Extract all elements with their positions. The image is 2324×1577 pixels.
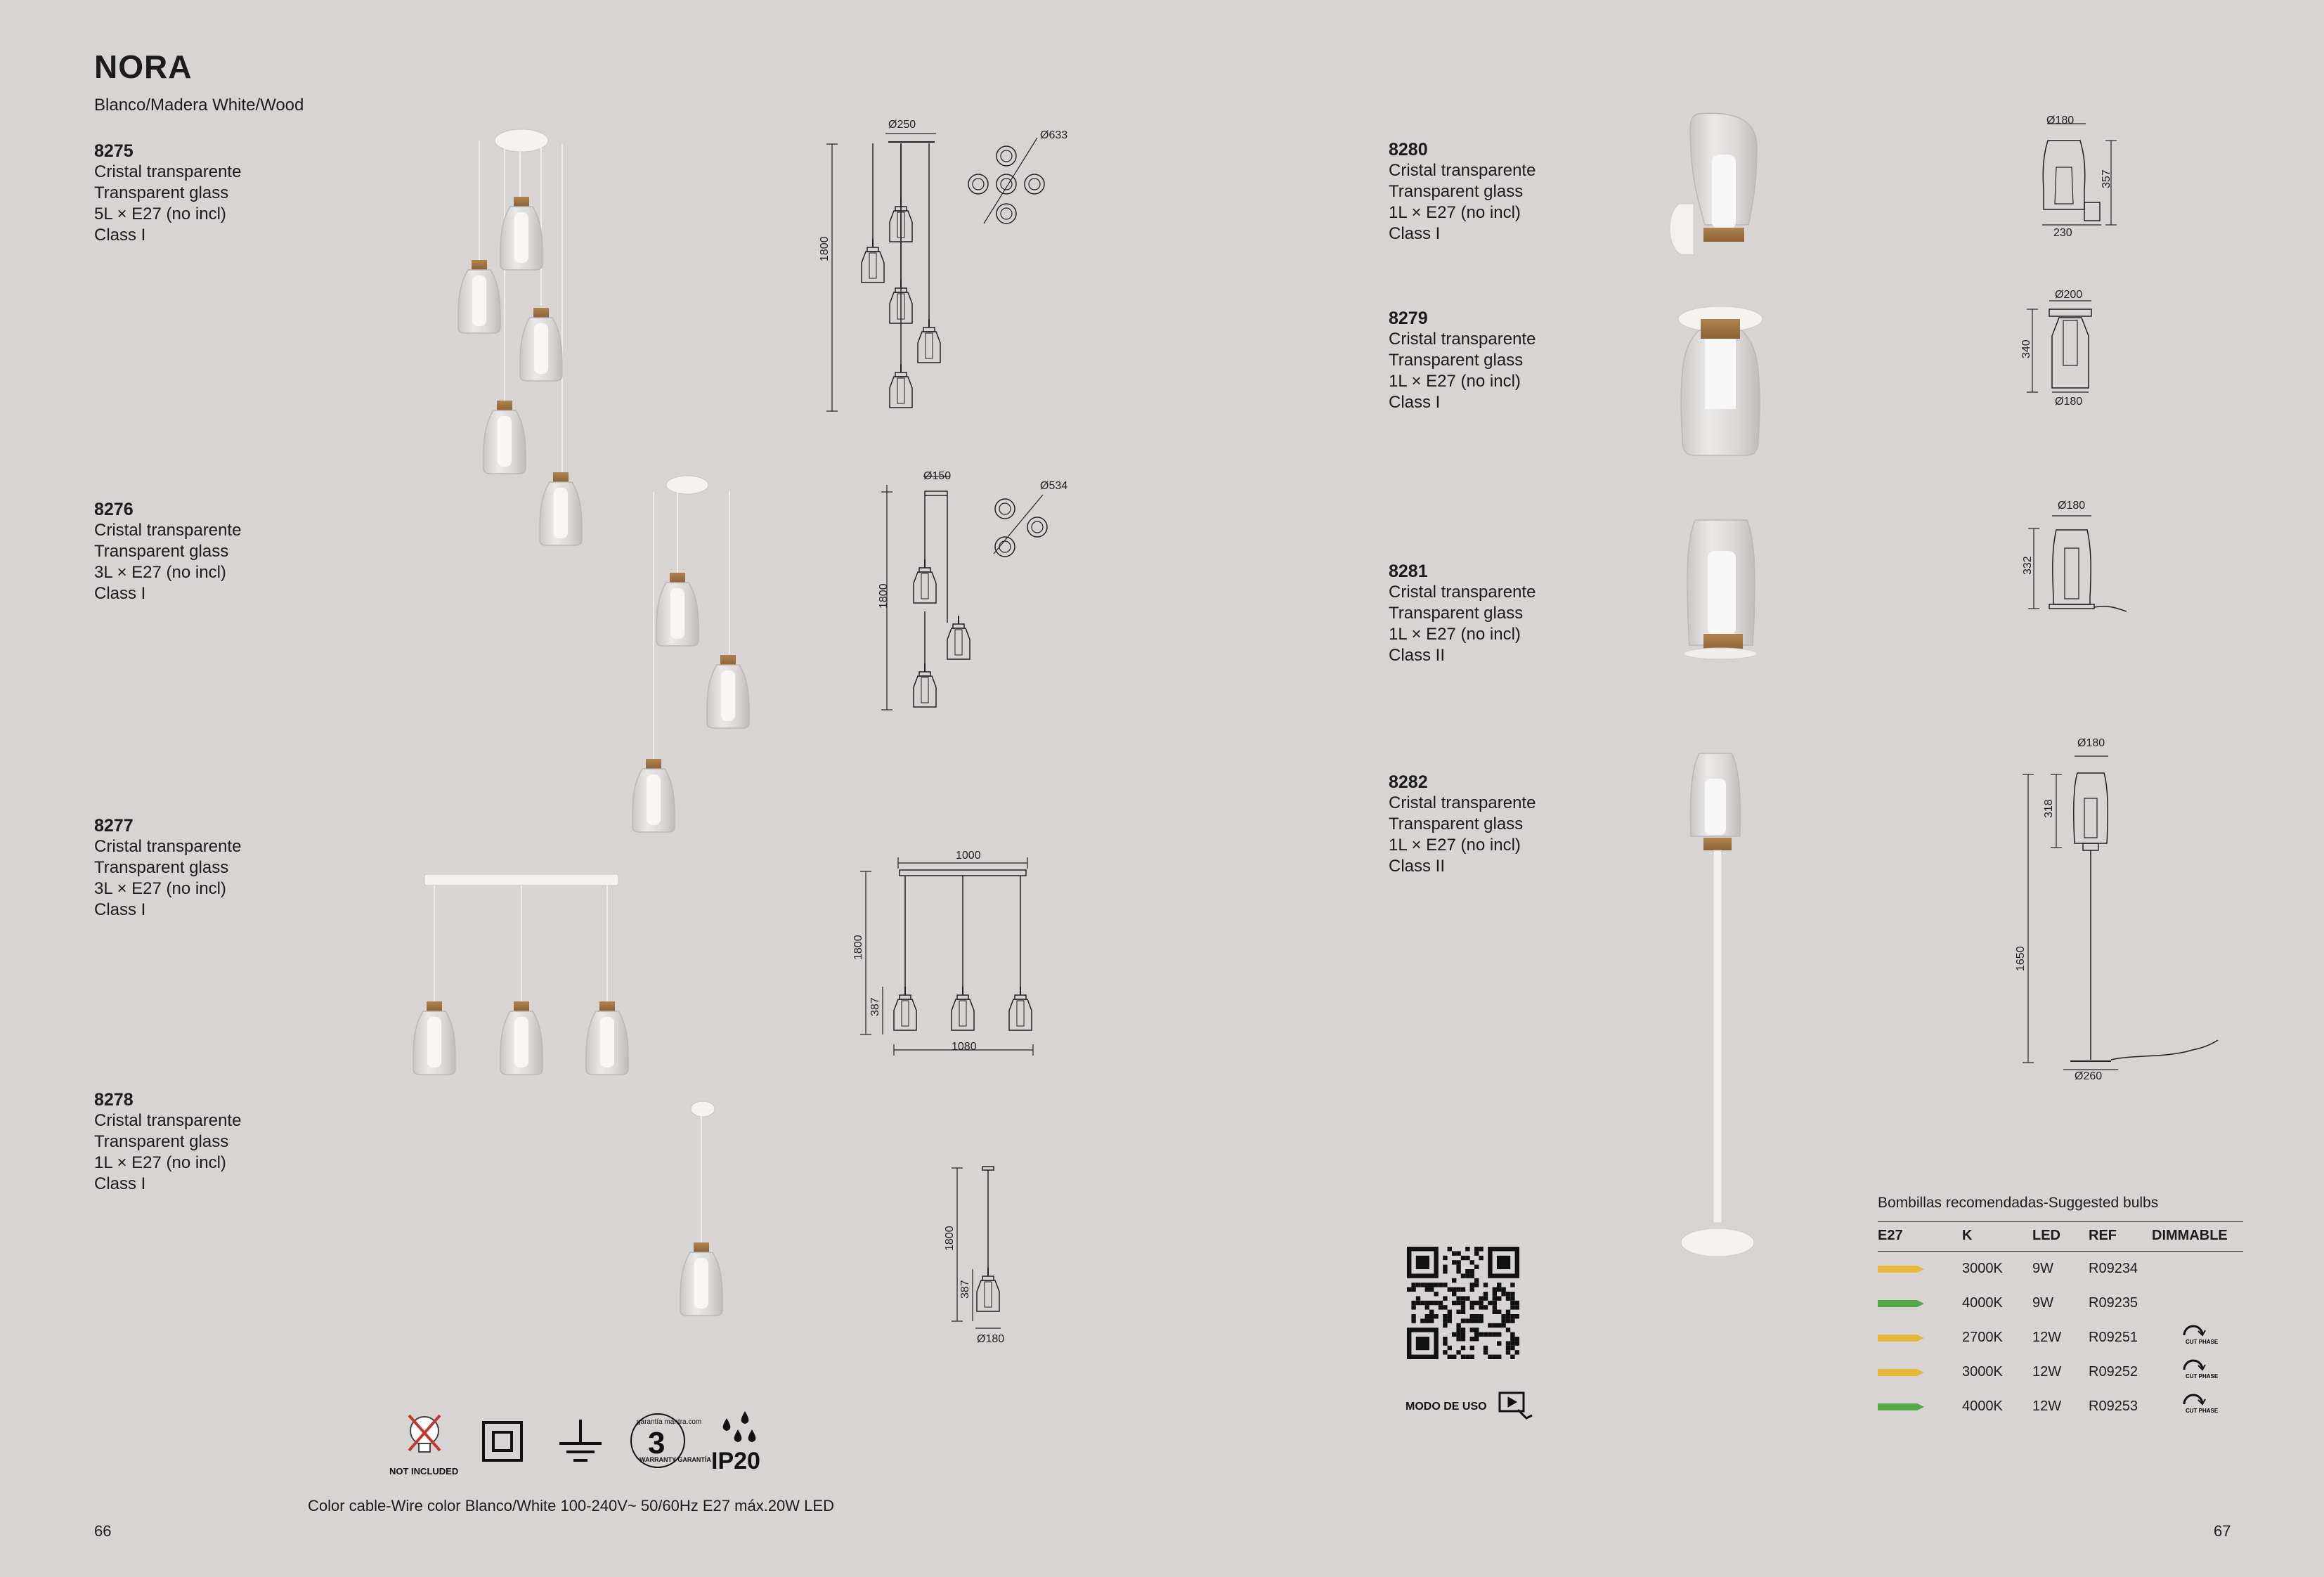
dim-8275-dia: Ø250 [888, 119, 916, 131]
dim-8282-shade: 318 [2043, 799, 2055, 818]
dim-8282-base: Ø260 [2075, 1070, 2103, 1082]
cut-phase-label: CUT PHASE [2186, 1407, 2219, 1414]
drawing-8276 [881, 476, 1047, 710]
bulb-ref: R09234 [2089, 1261, 2138, 1276]
dimmable-cell [2152, 1355, 2243, 1389]
product-line: Transparent glass [94, 1132, 229, 1151]
product-line: Transparent glass [1389, 604, 1524, 623]
photo-8280 [1670, 113, 1757, 254]
product-line: Cristal transparente [1389, 793, 1536, 812]
page-number-right: 67 [2214, 1522, 2231, 1540]
col-k: K [1962, 1222, 2032, 1252]
product-line: Cristal transparente [1389, 583, 1536, 602]
dim-8277-width: 1000 [956, 850, 981, 862]
bulb-ref: R09252 [2089, 1364, 2138, 1380]
bulb-row [1878, 1320, 2243, 1355]
bulb-color-swatch [1878, 1286, 1962, 1320]
bulb-row [1878, 1252, 2243, 1287]
bulb-color-swatch [1878, 1252, 1962, 1287]
dim-8277-height: 1800 [852, 935, 864, 960]
product-line: Class I [94, 900, 146, 919]
dim-8278-height: 1800 [944, 1226, 956, 1251]
dim-8275-canopy: Ø633 [1040, 129, 1068, 141]
water-drops-icon [723, 1411, 756, 1442]
product-line: Cristal transparente [94, 521, 242, 540]
photo-8277 [413, 874, 628, 1075]
earth-ground-icon [559, 1420, 602, 1460]
product-line: Transparent glass [1389, 815, 1524, 833]
product-line: Class I [94, 1174, 146, 1193]
bulbs-header-row [1878, 1222, 2243, 1252]
dimmable-cell [2152, 1389, 2243, 1424]
product-line: Cristal transparente [1389, 161, 1536, 180]
cut-phase-icon [2177, 1321, 2219, 1355]
suggested-bulbs-panel [1878, 1195, 2243, 1424]
bulb-led-watt: 12W [2032, 1330, 2062, 1345]
product-line: 1L × E27 (no incl) [94, 1153, 226, 1172]
bulb-ref: R09253 [2089, 1398, 2138, 1414]
bulb-row [1878, 1389, 2243, 1424]
class-ii-icon [483, 1422, 521, 1460]
bulb-ref: R09235 [2089, 1295, 2138, 1311]
dimmable-cell [2152, 1252, 2243, 1287]
drawing-8275 [826, 134, 1044, 411]
video-icon [1500, 1393, 1532, 1418]
photo-8278 [680, 1101, 722, 1316]
product-code: 8279 [1389, 309, 1428, 328]
dim-8281-dia: Ø180 [2058, 500, 2086, 512]
bulb-color-swatch [1878, 1320, 1962, 1355]
ip-rating: IP20 [711, 1448, 760, 1474]
product-line: Cristal transparente [94, 162, 242, 181]
qr-code[interactable] [1407, 1247, 1519, 1359]
warranty-small-text: WARRANTY GARANTÍA [640, 1456, 711, 1463]
product-line: 1L × E27 (no incl) [1389, 372, 1521, 391]
bulb-led-watt: 12W [2032, 1364, 2062, 1380]
collection-title: NORA [94, 48, 193, 85]
bulb-kelvin: 4000K [1962, 1398, 2003, 1414]
dim-8278-shade: 387 [959, 1280, 971, 1299]
product-code: 8276 [94, 500, 134, 519]
photo-8276 [632, 476, 749, 832]
bulb-led-watt: 9W [2032, 1295, 2053, 1311]
product-line: Cristal transparente [94, 837, 242, 856]
dim-8277-total: 1080 [952, 1041, 977, 1053]
dim-8279-dia-top: Ø200 [2055, 289, 2083, 301]
bulb-kelvin: 3000K [1962, 1364, 2003, 1380]
page-number-left: 66 [94, 1522, 112, 1540]
photo-8281 [1684, 520, 1757, 659]
warranty-arc-text: garantía mantra.com [637, 1418, 702, 1426]
warranty-icon [631, 1414, 711, 1467]
dim-8277-shade: 387 [869, 997, 881, 1016]
product-line: 3L × E27 (no incl) [94, 563, 226, 582]
product-line: 5L × E27 (no incl) [94, 205, 226, 223]
collection-subtitle: Blanco/Madera White/Wood [94, 96, 304, 115]
drawing-8279 [2027, 301, 2091, 392]
product-line: Transparent glass [1389, 182, 1524, 201]
product-line: Transparent glass [94, 858, 229, 877]
product-line: 3L × E27 (no incl) [94, 879, 226, 898]
cut-phase-label: CUT PHASE [2186, 1338, 2219, 1345]
bulb-ref: R09251 [2089, 1330, 2138, 1345]
cut-phase-label: CUT PHASE [2186, 1372, 2219, 1380]
drawing-8281 [2028, 516, 2127, 611]
drawing-8278 [952, 1167, 1001, 1328]
product-line: Class I [1389, 393, 1441, 412]
bulb-color-swatch [1878, 1355, 1962, 1389]
drawing-8277 [860, 857, 1033, 1056]
bulb-kelvin: 4000K [1962, 1295, 2003, 1311]
product-code: 8275 [94, 141, 134, 161]
product-code: 8280 [1389, 140, 1428, 160]
product-code: 8282 [1389, 772, 1428, 792]
product-line: Class I [94, 226, 146, 245]
bulb-kelvin: 2700K [1962, 1330, 2003, 1345]
product-line: Class II [1389, 646, 1446, 665]
dim-8276-height: 1800 [878, 583, 890, 609]
warranty-number: 3 [648, 1426, 666, 1460]
cut-phase-icon [2177, 1356, 2219, 1389]
not-included-label: NOT INCLUDED [389, 1466, 459, 1477]
product-line: Transparent glass [94, 542, 229, 561]
dim-8279-height: 340 [2020, 339, 2032, 358]
product-code: 8278 [94, 1090, 134, 1110]
dim-8275-height: 1800 [819, 236, 831, 261]
col-ref: REF [2089, 1222, 2152, 1252]
bulb-kelvin: 3000K [1962, 1261, 2003, 1276]
dim-8280-height: 357 [2101, 169, 2112, 188]
bulb-row [1878, 1286, 2243, 1320]
product-line: 1L × E27 (no incl) [1389, 203, 1521, 222]
dim-8282-height: 1650 [2015, 946, 2027, 971]
cut-phase-icon [2177, 1390, 2219, 1424]
dim-8278-dia: Ø180 [977, 1333, 1005, 1345]
bulb-led-watt: 12W [2032, 1398, 2062, 1414]
dim-8282-dia: Ø180 [2077, 737, 2105, 749]
dim-8279-dia-bottom: Ø180 [2055, 396, 2083, 408]
spec-footer: Color cable-Wire color Blanco/White 100-240V~ 50/60Hz E27 máx.20W LED [308, 1497, 834, 1514]
dimmable-cell [2152, 1320, 2243, 1355]
col-led: LED [2032, 1222, 2089, 1252]
product-line: Cristal transparente [94, 1111, 242, 1130]
bulbs-table [1878, 1221, 2243, 1424]
dim-8281-height: 332 [2022, 556, 2034, 575]
bulb-color-swatch [1878, 1389, 1962, 1424]
product-line: Class I [1389, 224, 1441, 243]
photo-8275 [458, 129, 582, 545]
product-line: Cristal transparente [1389, 330, 1536, 349]
photo-8279 [1678, 306, 1763, 455]
dim-8276-canopy: Ø534 [1040, 480, 1068, 492]
photo-8282 [1681, 753, 1754, 1257]
product-code: 8281 [1389, 562, 1428, 581]
bulb-not-included-icon [409, 1415, 440, 1452]
qr-label: MODO DE USO [1406, 1401, 1487, 1413]
product-line: Class I [94, 584, 146, 603]
bulb-led-watt: 9W [2032, 1261, 2053, 1276]
bulb-row [1878, 1355, 2243, 1389]
product-line: Transparent glass [94, 183, 229, 202]
product-line: 1L × E27 (no incl) [1389, 625, 1521, 644]
dim-8280-dia: Ø180 [2046, 115, 2075, 126]
bulbs-heading: Bombillas recomendadas-Suggested bulbs [1878, 1195, 2159, 1211]
dim-8280-depth: 230 [2053, 227, 2072, 239]
col-dimmable: DIMMABLE [2152, 1222, 2243, 1252]
product-line: Transparent glass [1389, 351, 1524, 370]
product-line: Class II [1389, 857, 1446, 876]
dimmable-cell [2152, 1286, 2243, 1320]
product-line: 1L × E27 (no incl) [1389, 836, 1521, 855]
dim-8276-dia: Ø150 [923, 470, 952, 482]
col-e27: E27 [1878, 1222, 1962, 1252]
product-code: 8277 [94, 816, 134, 836]
